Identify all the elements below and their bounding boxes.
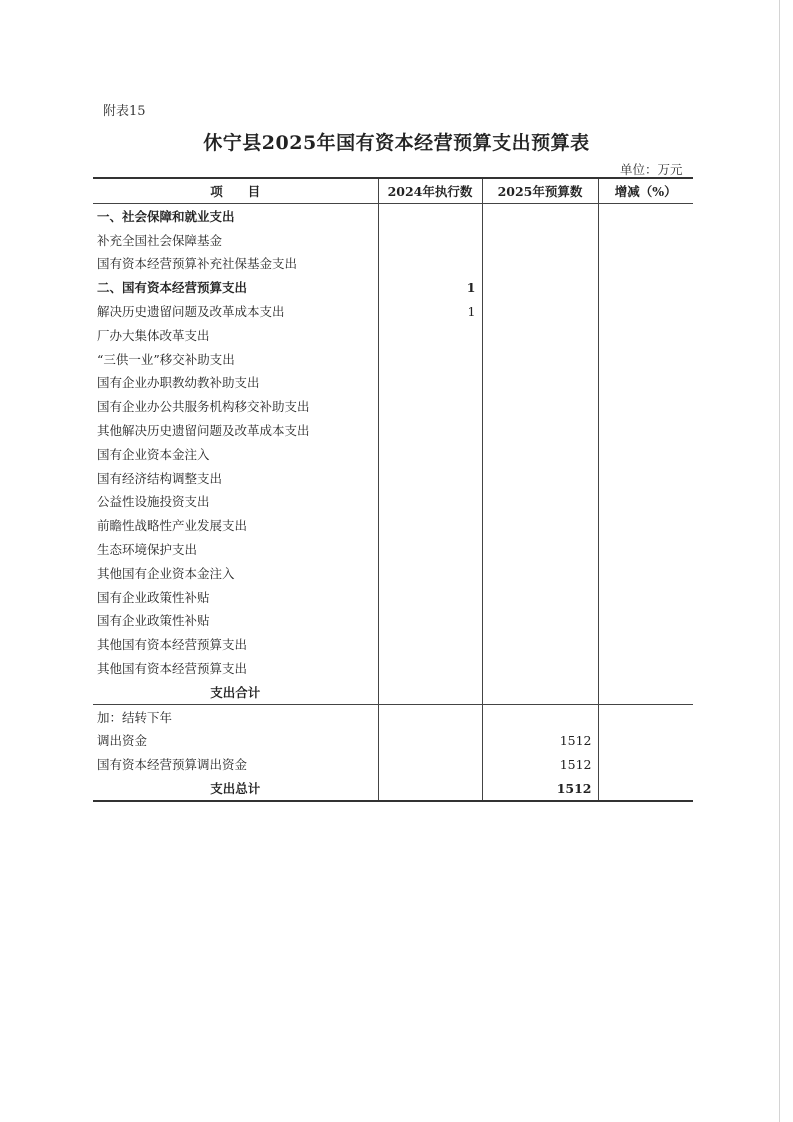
page-edge-line xyxy=(779,0,780,1122)
row-2024 xyxy=(378,466,482,490)
row-change xyxy=(598,394,693,418)
row-change xyxy=(598,490,693,514)
row-2024 xyxy=(378,585,482,609)
table-row xyxy=(93,252,693,276)
row-change xyxy=(598,680,693,704)
row-2024 xyxy=(378,513,482,537)
row-item: “三供一业”移交补助支出 xyxy=(93,347,378,371)
table-row xyxy=(93,228,693,252)
row-2025 xyxy=(482,204,598,228)
row-item: 国有企业政策性补贴 xyxy=(93,609,378,633)
row-2025 xyxy=(482,299,598,323)
row-item: 国有资本经营预算调出资金 xyxy=(93,752,378,776)
row-item: 解决历史遗留问题及改革成本支出 xyxy=(93,299,378,323)
table-row-total xyxy=(93,776,693,801)
row-2024 xyxy=(378,632,482,656)
row-item: 厂办大集体改革支出 xyxy=(93,323,378,347)
row-change xyxy=(598,585,693,609)
table-row xyxy=(93,466,693,490)
row-2025 xyxy=(482,632,598,656)
table-row xyxy=(93,561,693,585)
row-2024 xyxy=(378,371,482,395)
row-2024 xyxy=(378,680,482,704)
row-item: 国有企业办公共服务机构移交补助支出 xyxy=(93,394,378,418)
row-2024 xyxy=(378,490,482,514)
table-row xyxy=(93,656,693,680)
row-2024 xyxy=(378,347,482,371)
row-item: 公益性设施投资支出 xyxy=(93,490,378,514)
row-change xyxy=(598,323,693,347)
row-2024 xyxy=(378,323,482,347)
row-change xyxy=(598,561,693,585)
row-change xyxy=(598,729,693,753)
row-2025: 1512 xyxy=(482,776,598,801)
header-item: 项 目 xyxy=(93,178,378,204)
row-2024 xyxy=(378,228,482,252)
row-2024 xyxy=(378,561,482,585)
row-item: 加：结转下年 xyxy=(93,704,378,728)
row-2025 xyxy=(482,418,598,442)
row-2024 xyxy=(378,776,482,801)
table-row xyxy=(93,275,693,299)
row-2025 xyxy=(482,228,598,252)
table-row xyxy=(93,347,693,371)
row-2025 xyxy=(482,561,598,585)
row-2025 xyxy=(482,585,598,609)
table-row xyxy=(93,418,693,442)
row-item: 补充全国社会保障基金 xyxy=(93,228,378,252)
row-item: 前瞻性战略性产业发展支出 xyxy=(93,513,378,537)
row-change xyxy=(598,275,693,299)
row-change xyxy=(598,418,693,442)
row-item: 其他国有资本经营预算支出 xyxy=(93,632,378,656)
row-2024 xyxy=(378,418,482,442)
row-2024 xyxy=(378,752,482,776)
row-2025 xyxy=(482,442,598,466)
row-item: 一、社会保障和就业支出 xyxy=(93,204,378,228)
row-item: 其他国有企业资本金注入 xyxy=(93,561,378,585)
row-2024 xyxy=(378,442,482,466)
row-2025 xyxy=(482,466,598,490)
table-row xyxy=(93,752,693,776)
row-2025 xyxy=(482,609,598,633)
row-change xyxy=(598,776,693,801)
table-row xyxy=(93,442,693,466)
row-item: 调出资金 xyxy=(93,729,378,753)
row-2025: 1512 xyxy=(482,752,598,776)
table-row xyxy=(93,513,693,537)
row-item: 国有企业政策性补贴 xyxy=(93,585,378,609)
row-2024 xyxy=(378,537,482,561)
row-change xyxy=(598,656,693,680)
row-item: 其他解决历史遗留问题及改革成本支出 xyxy=(93,418,378,442)
table-header-row xyxy=(93,178,693,204)
table-row xyxy=(93,704,693,728)
row-2024: 1 xyxy=(378,299,482,323)
row-2025 xyxy=(482,513,598,537)
table-row xyxy=(93,394,693,418)
row-2025 xyxy=(482,537,598,561)
row-2025: 1512 xyxy=(482,729,598,753)
row-change xyxy=(598,466,693,490)
row-2024 xyxy=(378,729,482,753)
row-2025 xyxy=(482,490,598,514)
table-row xyxy=(93,490,693,514)
row-item: 国有资本经营预算补充社保基金支出 xyxy=(93,252,378,276)
row-item: 国有企业办职教幼教补助支出 xyxy=(93,371,378,395)
row-2024 xyxy=(378,656,482,680)
row-change xyxy=(598,347,693,371)
row-change xyxy=(598,752,693,776)
row-2025 xyxy=(482,371,598,395)
row-2024: 1 xyxy=(378,275,482,299)
row-change xyxy=(598,609,693,633)
row-2025 xyxy=(482,656,598,680)
header-2025-budget: 2025年预算数 xyxy=(482,178,598,204)
row-item: 支出合计 xyxy=(93,680,378,704)
row-2025 xyxy=(482,394,598,418)
row-2025 xyxy=(482,680,598,704)
row-change xyxy=(598,228,693,252)
row-2024 xyxy=(378,609,482,633)
row-item: 支出总计 xyxy=(93,776,378,801)
table-row xyxy=(93,371,693,395)
row-2024 xyxy=(378,394,482,418)
appendix-label: 附表15 xyxy=(103,104,146,119)
row-change xyxy=(598,442,693,466)
row-item: 二、国有资本经营预算支出 xyxy=(93,275,378,299)
table-row-subtotal xyxy=(93,680,693,704)
row-change xyxy=(598,204,693,228)
table-row xyxy=(93,204,693,228)
row-change xyxy=(598,632,693,656)
table-row xyxy=(93,585,693,609)
budget-table xyxy=(93,177,693,802)
row-change xyxy=(598,513,693,537)
table-row xyxy=(93,537,693,561)
row-item: 生态环境保护支出 xyxy=(93,537,378,561)
row-change xyxy=(598,537,693,561)
row-change xyxy=(598,704,693,728)
row-2025 xyxy=(482,347,598,371)
row-change xyxy=(598,371,693,395)
row-change xyxy=(598,299,693,323)
header-change-percent: 增减（%） xyxy=(598,178,693,204)
row-2025 xyxy=(482,704,598,728)
row-item: 国有经济结构调整支出 xyxy=(93,466,378,490)
row-2024 xyxy=(378,204,482,228)
row-2025 xyxy=(482,323,598,347)
row-2025 xyxy=(482,252,598,276)
row-2024 xyxy=(378,704,482,728)
header-2024-actual: 2024年执行数 xyxy=(378,178,482,204)
table-row xyxy=(93,323,693,347)
row-item: 其他国有资本经营预算支出 xyxy=(93,656,378,680)
row-2024 xyxy=(378,252,482,276)
table-row xyxy=(93,299,693,323)
table-row xyxy=(93,729,693,753)
row-item: 国有企业资本金注入 xyxy=(93,442,378,466)
table-row xyxy=(93,609,693,633)
row-change xyxy=(598,252,693,276)
table-row xyxy=(93,632,693,656)
document-title: 休宁县2025年国有资本经营预算支出预算表 xyxy=(203,132,590,154)
row-2025 xyxy=(482,275,598,299)
unit-label: 单位：万元 xyxy=(620,162,683,177)
